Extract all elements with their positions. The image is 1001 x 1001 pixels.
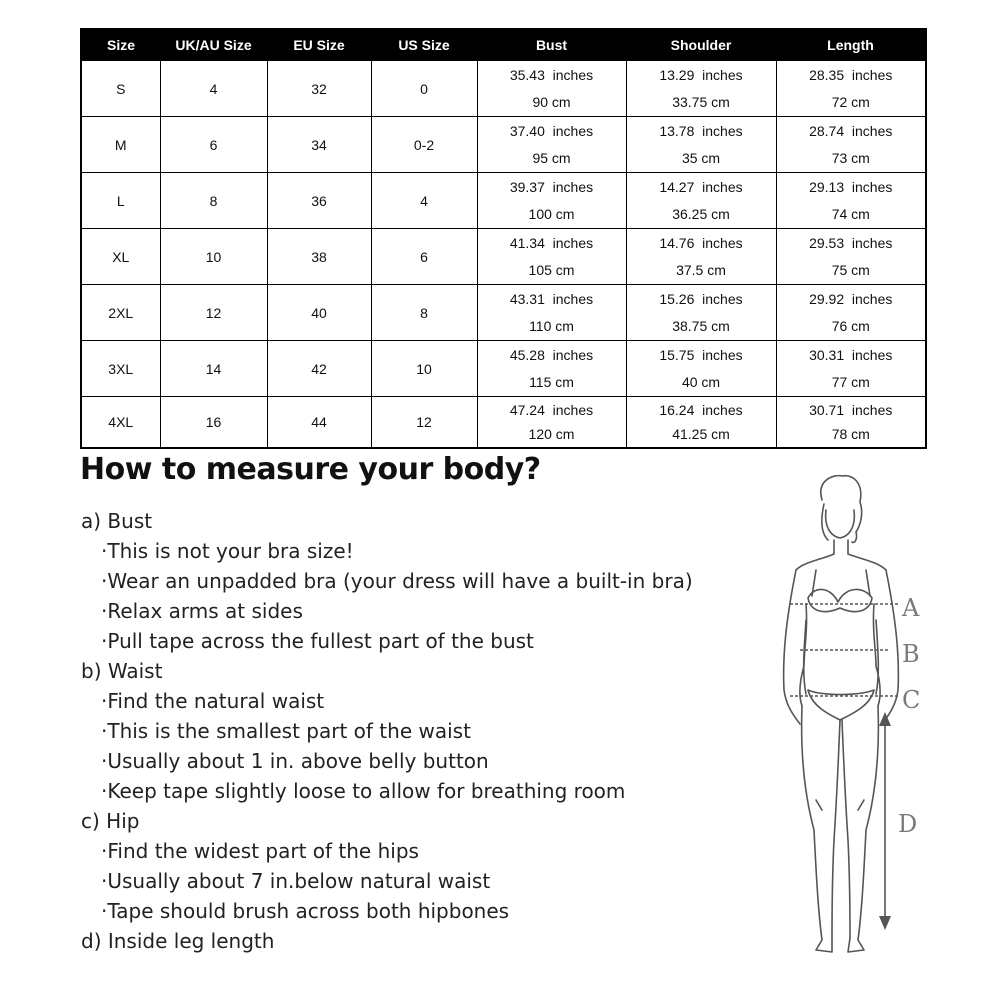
measurement-instructions	[81, 506, 761, 956]
bust-inches-value: 47.24 inches	[509, 402, 594, 418]
uk-au-size-cell: 6	[160, 117, 267, 173]
shoulder-cell	[626, 229, 776, 285]
eu-size-cell: 36	[267, 173, 371, 229]
eu-size-cell: 42	[267, 341, 371, 397]
header-bust: Bust	[477, 29, 626, 61]
length-cell	[776, 285, 926, 341]
shoulder-inches-value: 15.75 inches	[659, 347, 743, 363]
length-inches-value: 29.92 inches	[809, 291, 893, 307]
instruction-bullet: ·This is not your bra size!	[101, 539, 354, 563]
length-cell	[776, 397, 926, 449]
length-cell	[776, 61, 926, 117]
instruction-bullet: ·Tape should brush across both hipbones	[101, 899, 510, 923]
shoulder-cell	[626, 285, 776, 341]
length-cm-value: 76 cm	[831, 318, 870, 334]
bust-inches-value: 41.34 inches	[509, 235, 594, 251]
shoulder-cell	[626, 61, 776, 117]
bust-cell	[477, 341, 626, 397]
eu-size-cell: 32	[267, 61, 371, 117]
instruction-bullet: ·Keep tape slightly loose to allow for breathing room	[101, 779, 626, 803]
table-row	[81, 285, 926, 341]
size-cell: 4XL	[81, 397, 160, 449]
us-size-cell: 8	[371, 285, 477, 341]
eu-size-cell: 38	[267, 229, 371, 285]
us-size-cell: 0-2	[371, 117, 477, 173]
table-row	[81, 173, 926, 229]
header-uk-au-size: UK/AU Size	[160, 29, 267, 61]
table-body	[81, 61, 926, 449]
shoulder-cell	[626, 117, 776, 173]
length-cm-value: 72 cm	[831, 94, 870, 110]
uk-au-size-cell: 14	[160, 341, 267, 397]
bust-inches-value: 37.40 inches	[509, 123, 594, 139]
instruction-bullet: ·Pull tape across the fullest part of the bust	[101, 629, 534, 653]
length-cm-value: 73 cm	[831, 150, 870, 166]
body-measurement-figure	[760, 470, 960, 970]
shoulder-inches-value: 14.27 inches	[659, 179, 743, 195]
inside-leg-arrow	[879, 712, 891, 930]
uk-au-size-cell: 8	[160, 173, 267, 229]
header-us-size: US Size	[371, 29, 477, 61]
shoulder-cell	[626, 397, 776, 449]
size-cell: 2XL	[81, 285, 160, 341]
shoulder-inches-value: 13.78 inches	[659, 123, 743, 139]
length-cm-value: 74 cm	[831, 206, 870, 222]
bust-cell	[477, 285, 626, 341]
shoulder-cell	[626, 173, 776, 229]
body-outline	[784, 476, 899, 952]
us-size-cell: 0	[371, 61, 477, 117]
shoulder-cm-value: 38.75 cm	[672, 318, 730, 334]
shoulder-inches-value: 15.26 inches	[659, 291, 743, 307]
instruction-bullet: ·Wear an unpadded bra (your dress will have a built-in bra)	[101, 569, 693, 593]
instruction-bullet: ·Find the natural waist	[101, 689, 325, 713]
eu-size-cell: 44	[267, 397, 371, 449]
header-eu-size: EU Size	[267, 29, 371, 61]
bust-cm-value: 105 cm	[528, 262, 575, 278]
section-title: a) Bust	[81, 509, 153, 533]
shoulder-inches-value: 16.24 inches	[659, 402, 743, 418]
length-inches-value: 30.71 inches	[809, 402, 893, 418]
length-inches-value: 28.35 inches	[809, 67, 893, 83]
instruction-bullet: ·Find the widest part of the hips	[101, 839, 419, 863]
length-cm-value: 75 cm	[831, 262, 870, 278]
marker-d: D	[898, 810, 918, 838]
page-title: How to measure your body?	[80, 452, 541, 487]
table-row	[81, 341, 926, 397]
bust-inches-value: 43.31 inches	[509, 291, 594, 307]
uk-au-size-cell: 16	[160, 397, 267, 449]
length-inches-value: 29.13 inches	[809, 179, 893, 195]
table-row	[81, 229, 926, 285]
eu-size-cell: 40	[267, 285, 371, 341]
marker-a: A	[902, 594, 920, 622]
shoulder-cm-value: 35 cm	[681, 150, 721, 166]
instruction-bullet: ·Usually about 7 in.below natural waist	[101, 869, 491, 893]
length-cell	[776, 341, 926, 397]
bust-cm-value: 110 cm	[529, 318, 574, 334]
shoulder-cm-value: 37.5 cm	[676, 262, 726, 278]
shoulder-cm-value: 36.25 cm	[672, 206, 730, 222]
bust-cm-value: 115 cm	[529, 374, 574, 390]
length-inches-value: 28.74 inches	[809, 123, 893, 139]
instruction-bullet: ·This is the smallest part of the waist	[101, 719, 471, 743]
table-header-row	[81, 29, 926, 61]
table-row	[81, 61, 926, 117]
us-size-cell: 4	[371, 173, 477, 229]
size-chart-table	[80, 28, 927, 449]
bust-cm-value: 95 cm	[532, 150, 571, 166]
length-inches-value: 29.53 inches	[809, 235, 893, 251]
table-row	[81, 397, 926, 449]
bust-cell	[477, 173, 626, 229]
length-cell	[776, 229, 926, 285]
header-size: Size	[81, 29, 160, 61]
bust-cm-value: 90 cm	[532, 94, 571, 110]
length-cell	[776, 173, 926, 229]
marker-c: C	[902, 686, 921, 714]
bust-cell	[477, 61, 626, 117]
length-inches-value: 30.31 inches	[809, 347, 893, 363]
header-shoulder: Shoulder	[626, 29, 776, 61]
bust-inches-value: 39.37 inches	[509, 179, 594, 195]
instruction-bullet: ·Usually about 1 in. above belly button	[101, 749, 489, 773]
shoulder-inches-value: 14.76 inches	[659, 235, 743, 251]
size-cell: XL	[81, 229, 160, 285]
length-cm-value: 77 cm	[831, 374, 870, 390]
bust-cell	[477, 229, 626, 285]
section-title: d) Inside leg length	[81, 929, 275, 953]
shoulder-inches-value: 13.29 inches	[659, 67, 743, 83]
uk-au-size-cell: 10	[160, 229, 267, 285]
eu-size-cell: 34	[267, 117, 371, 173]
shoulder-cm-value: 33.75 cm	[672, 94, 730, 110]
uk-au-size-cell: 12	[160, 285, 267, 341]
bust-inches-value: 45.28 inches	[509, 347, 594, 363]
bust-cm-value: 120 cm	[528, 426, 575, 442]
shoulder-cm-value: 41.25 cm	[672, 426, 730, 442]
us-size-cell: 6	[371, 229, 477, 285]
bust-cell	[477, 397, 626, 449]
section-title: c) Hip	[81, 809, 140, 833]
bust-cm-value: 100 cm	[528, 206, 575, 222]
length-cm-value: 78 cm	[831, 426, 870, 442]
length-cell	[776, 117, 926, 173]
size-cell: M	[81, 117, 160, 173]
section-title: b) Waist	[81, 659, 163, 683]
bust-cell	[477, 117, 626, 173]
table-row	[81, 117, 926, 173]
instruction-bullet: ·Relax arms at sides	[101, 599, 303, 623]
marker-b: B	[902, 640, 920, 668]
us-size-cell: 10	[371, 341, 477, 397]
us-size-cell: 12	[371, 397, 477, 449]
shoulder-cell	[626, 341, 776, 397]
bust-inches-value: 35.43 inches	[509, 67, 594, 83]
size-cell: L	[81, 173, 160, 229]
shoulder-cm-value: 40 cm	[681, 374, 721, 390]
size-cell: S	[81, 61, 160, 117]
uk-au-size-cell: 4	[160, 61, 267, 117]
header-length: Length	[776, 29, 926, 61]
size-cell: 3XL	[81, 341, 160, 397]
